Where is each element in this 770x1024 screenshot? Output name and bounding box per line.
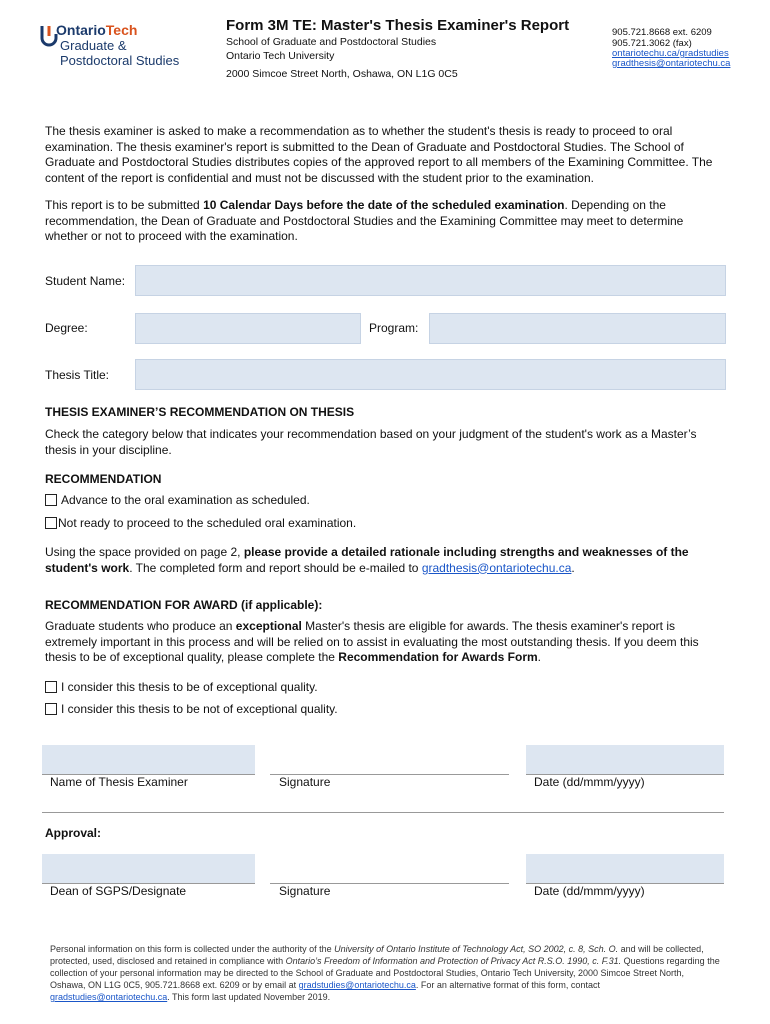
recommendation-option-advance[interactable]: Advance to the oral examination as scheduled.: [45, 493, 310, 507]
privacy-notice: Personal information on this form is collected under the authority of the University of Ontario Institute of Technology Act, SO 2002, c. 8, Sch. O. and will be collected, protected, used, disclosed and retained in compliance with Ontario’s Freedom of Information and Protection of Privacy Act R.S.O. 1990, c. F.31. Questions regarding the collection of your personal information may be directed to the School of Graduate and Postdoctoral Studies, Ontario Tech University, 2000 Simcoe Street North, Oshawa, ON L1G 0C5, 905.721.8668 ext. 6209 or by email at gradstudies@ontariotechu.ca. For an alternative format of this form, contact gradstudies@ontariotechu.ca. This form last updated November 2019.: [50, 944, 720, 1002]
intro-paragraph: The thesis examiner is asked to make a recommendation as to whether the student's thesis is ready to proceed to oral examination. The thesis examiner's report is submitted to the Dean of Graduate and Postdoctoral Studies. The School of Graduate and Postdoctoral Studies distributes copies of the approved report to all members of the Examining Committee. The content of the report is confidential and must not be discussed with the student prior to the examination.: [45, 124, 713, 185]
award-section-heading: RECOMMENDATION FOR AWARD (if applicable):: [45, 598, 323, 612]
logo-subtitle: Graduate & Postdoctoral Studies: [60, 38, 180, 68]
recommendation-subheading: RECOMMENDATION: [45, 472, 162, 486]
award-option-not-exceptional[interactable]: I consider this thesis to be not of exceptional quality.: [45, 702, 338, 716]
rationale-paragraph: Using the space provided on page 2, please provide a detailed rationale including strengths and weaknesses of the student's work. The completed form and report should be e-mailed to gradthesis@ontariotechu.ca.: [45, 545, 689, 575]
award-option-exceptional[interactable]: I consider this thesis to be of exceptional quality.: [45, 680, 318, 694]
website-link[interactable]: ontariotechu.ca/gradstudies: [612, 48, 729, 59]
email-link[interactable]: gradthesis@ontariotechu.ca: [612, 58, 731, 69]
degree-label: Degree:: [45, 321, 88, 335]
student-name-field[interactable]: [135, 265, 726, 296]
exceptional-checkbox[interactable]: [45, 681, 57, 693]
gradstudies-email-link[interactable]: gradstudies@ontariotechu.ca: [298, 980, 416, 990]
submission-paragraph: This report is to be submitted 10 Calendar Days before the date of the scheduled examination. Depending on the recommendation, the Dean of Graduate and Postdoctoral Studies and the Examining Committee may meet to determine whether or not to proceed with the examination.: [45, 198, 684, 243]
program-field[interactable]: [429, 313, 726, 344]
dean-date-caption: Date (dd/mmm/yyyy): [534, 884, 645, 898]
dean-caption: Dean of SGPS/Designate: [50, 884, 187, 898]
recommendation-instructions: Check the category below that indicates your recommendation based on your judgment of the student's work as a Master’s thesis in your discipline.: [45, 427, 697, 457]
form-title: Form 3M TE: Master's Thesis Examiner's Report: [226, 17, 570, 34]
not-exceptional-checkbox[interactable]: [45, 703, 57, 715]
gradthesis-email-link[interactable]: gradthesis@ontariotechu.ca: [421, 560, 572, 575]
logo-wordmark: OntarioTech: [56, 22, 138, 38]
recommendation-option-not-ready[interactable]: Not ready to proceed to the scheduled oral examination.: [45, 516, 356, 530]
examiner-name-field[interactable]: [42, 745, 255, 775]
examiner-name-caption: Name of Thesis Examiner: [50, 775, 188, 789]
examiner-signature-caption: Signature: [279, 775, 331, 789]
examiner-date-caption: Date (dd/mmm/yyyy): [534, 775, 645, 789]
thesis-title-field[interactable]: [135, 359, 726, 390]
not-ready-checkbox[interactable]: [45, 517, 57, 529]
thesis-title-label: Thesis Title:: [45, 368, 110, 382]
award-paragraph: Graduate students who produce an exceptional Master's thesis are eligible for awards. The thesis examiner's report is extremely important in this process and will be relied on to assist in evaluating the most outstanding thesis. If you deem this thesis to be of exceptional quality, please complete the Recommendation for Awards Form.: [45, 619, 699, 664]
student-name-label: Student Name:: [45, 274, 126, 288]
divider: [42, 812, 724, 813]
advance-checkbox[interactable]: [45, 494, 57, 506]
dean-date-field[interactable]: [526, 854, 724, 884]
dean-signature-caption: Signature: [279, 884, 331, 898]
university-name: Ontario Tech University: [226, 50, 335, 62]
program-label: Program:: [369, 321, 419, 335]
address: 2000 Simcoe Street North, Oshawa, ON L1G 0C5: [226, 68, 458, 80]
alt-format-email-link[interactable]: gradstudies@ontariotechu.ca: [50, 992, 168, 1002]
dean-name-field[interactable]: [42, 854, 255, 884]
examiner-date-field[interactable]: [526, 745, 724, 775]
fax: 905.721.3062 (fax): [612, 38, 692, 49]
school-name: School of Graduate and Postdoctoral Studies: [226, 36, 437, 48]
approval-heading: Approval:: [45, 826, 102, 840]
phone: 905.721.8668 ext. 6209: [612, 27, 712, 38]
recommendation-section-heading: THESIS EXAMINER’S RECOMMENDATION ON THESIS: [45, 405, 355, 419]
degree-field[interactable]: [135, 313, 361, 344]
